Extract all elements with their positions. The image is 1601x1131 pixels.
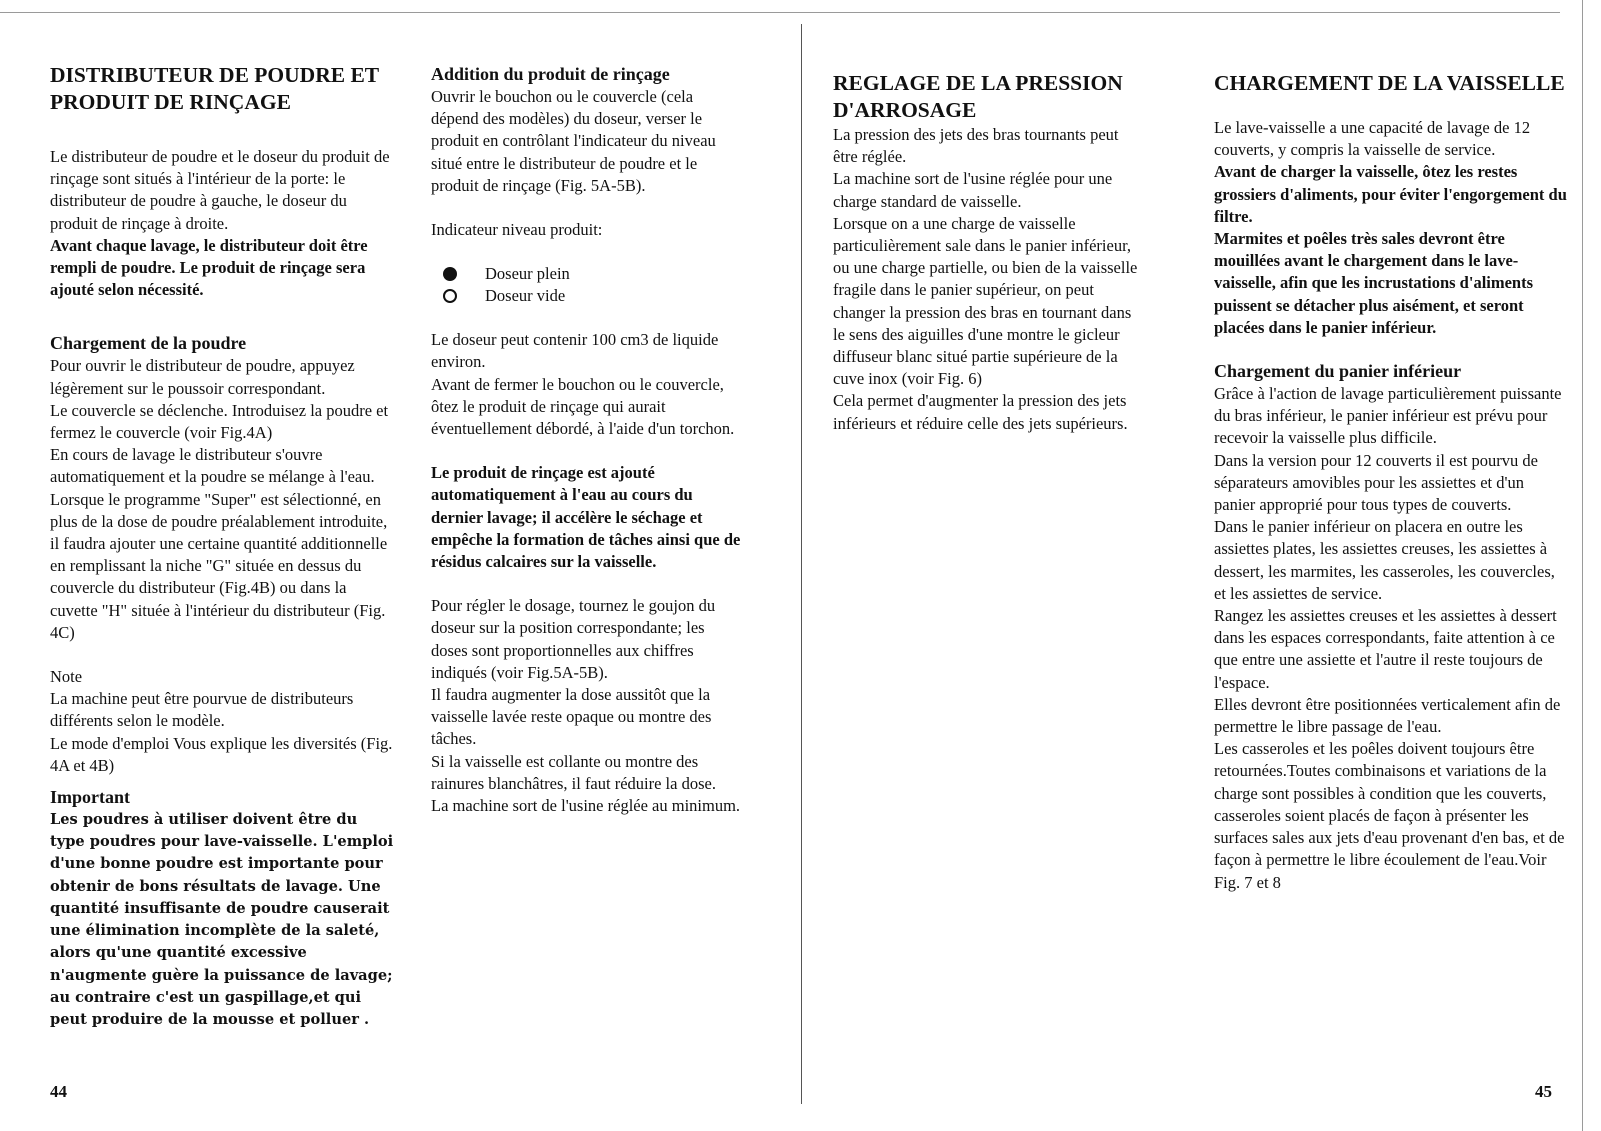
pressure-paragraph-4: Cela permet d'augmenter la pression des jets inférieurs et réduire celle des jets supérieurs. xyxy=(833,391,1128,433)
loading-dishes-bold-2: Marmites et poêles très sales devront être mouillées avant le chargement dans le lave-vaisselle, afin que les incrustations d'aliments puissent se détacher plus aisément, et seront placées dans le panier inférieur. xyxy=(1214,229,1534,337)
lower-basket-paragraph-3: Dans le panier inférieur on placera en outre les assiettes plates, les assiettes creuses, les assiettes à dessert, les marmites, les casseroles, les couvercles, et les assiettes de service. xyxy=(1214,517,1555,603)
indicator-label: Indicateur niveau produit: xyxy=(431,220,603,240)
page-number-left: 44 xyxy=(50,1082,67,1101)
column-spray-pressure xyxy=(833,70,1143,435)
loading-paragraph-3: En cours de lavage le distributeur s'ouvre automatiquement et la poudre se mélange à l'eau. Lorsque le programme "Super" est sélectionné, en plus de la dose de poudre préalablement introduite, il faudra ajouter une certaine quantité additionnelle en remplissant la niche "G" située en dessus du couvercle du distributeur (Fig.4B) ou dans la cuvette "H" située à l'intérieur du distributeur (Fig. 4C) xyxy=(50,445,388,642)
loading-dishes-bold-1: Avant de charger la vaisselle, ôtez les restes grossiers d'aliments, pour éviter l'engorgement du filtre. xyxy=(1214,162,1567,226)
indicator-empty-label: Doseur vide xyxy=(485,286,566,306)
pressure-paragraph-3: Lorsque on a une charge de vaisselle particulièrement sale dans le panier inférieur, ou une charge partielle, ou bien de la vaisselle fragile dans le panier supérieur, on peut changer la pression des bras en tournant dans le sens des aiguilles d'une montre le gicleur diffuseur blanc situé partie supérieure de la cuve inox (voir Fig. 6) xyxy=(833,213,1138,389)
lower-basket-paragraph-1: Grâce à l'action de lavage particulièrement puissante du bras inférieur, le panier inférieur est prévu pour recevoir la vaisselle plus difficile. xyxy=(1214,384,1562,448)
column-rinse-aid xyxy=(431,62,741,817)
filled-circle-icon xyxy=(443,267,457,281)
loading-paragraph-1: Pour ouvrir le distributeur de poudre, appuyez légèrement sur le poussoir correspondant. xyxy=(50,356,355,398)
lower-basket-paragraph-5: Elles devront être positionnées verticalement afin de permettre le libre passage de l'eau. xyxy=(1214,694,1561,737)
right-edge-line xyxy=(1582,0,1583,1131)
important-paragraph: Les poudres à utiliser doivent être du type poudres pour lave-vaisselle. L'emploi d'une bonne poudre est importante pour obtenir de bons résultats de lavage. Une quantité insuffisante de poudre causerait une élimination incomplète de la saleté, alors qu'une quantité excessive n'augmente guère la puissance de lavage; au contraire c'est un gaspillage,et qui peut produire de la mousse et polluer . xyxy=(50,811,394,1028)
rinse-paragraph-7: La machine sort de l'usine réglée au minimum. xyxy=(431,796,741,816)
section-title-powder-dispenser: DISTRIBUTEUR DE POUDRE ET PRODUIT DE RINÇAGE xyxy=(50,63,379,114)
indicator-empty-item xyxy=(431,285,741,307)
indicator-full-item xyxy=(431,263,741,285)
center-fold-line xyxy=(801,24,802,1104)
rinse-bold-paragraph: Le produit de rinçage est ajouté automatiquement à l'eau au cours du dernier lavage; il accélère le séchage et empêche la formation de tâches ainsi que de résidus calcaires sur la vaisselle. xyxy=(431,463,741,572)
section-title-spray-pressure: REGLAGE DE LA PRESSION D'ARROSAGE xyxy=(833,71,1123,122)
rinse-paragraph-5: Il faudra augmenter la dose aussitôt que la vaisselle lavée reste opaque ou montre des tâches. xyxy=(431,685,712,749)
indicator-legend xyxy=(431,263,741,307)
pressure-paragraph-1: La pression des jets des bras tournants peut être réglée. xyxy=(833,125,1119,167)
pressure-paragraph-2: La machine sort de l'usine réglée pour une charge standard de vaisselle. xyxy=(833,169,1113,211)
heading-powder-loading: Chargement de la poudre xyxy=(50,333,247,354)
note-paragraph-2: Le mode d'emploi Vous explique les diversités (Fig. 4A et 4B) xyxy=(50,733,393,775)
column-powder-dispenser xyxy=(50,62,395,1031)
note-paragraph-1: La machine peut être pourvue de distributeurs différents selon le modèle. xyxy=(50,689,354,731)
rinse-paragraph-2: Le doseur peut contenir 100 cm3 de liquide environ. xyxy=(431,330,719,372)
column-loading-dishes xyxy=(1214,70,1569,894)
loading-dishes-paragraph-1: Le lave-vaisselle a une capacité de lavage de 12 couverts, y compris la vaisselle de service. xyxy=(1214,118,1531,160)
top-rule xyxy=(0,12,1560,13)
rinse-paragraph-6: Si la vaisselle est collante ou montre des rainures blanchâtres, il faut réduire la dose. xyxy=(431,751,716,793)
loading-paragraph-2: Le couvercle se déclenche. Introduisez la poudre et fermez le couvercle (voir Fig.4A) xyxy=(50,400,389,443)
rinse-paragraph-3: Avant de fermer le bouchon ou le couvercle, ôtez le produit de rinçage qui aurait éventuellement débordé, à l'aide d'un torchon. xyxy=(431,374,735,439)
rinse-paragraph-1: Ouvrir le bouchon ou le couvercle (cela dépend des modèles) du doseur, verser le produit en contrôlant l'indicateur du niveau situé entre le distributeur de poudre et le produit de rinçage (Fig. 5A-5B). xyxy=(431,87,716,195)
lower-basket-paragraph-6: Les casseroles et les poêles doivent toujours être retournées.Toutes combinaisons et variations de la charge sont possibles à condition que les couverts, casseroles soient placés de façon à présenter les surfaces sales aux jets d'eau provenant d'en bas, et de façon à permettre le libre écoulement de l'eau.Voir Fig. 7 et 8 xyxy=(1214,739,1565,892)
heading-lower-basket: Chargement du panier inférieur xyxy=(1214,361,1462,382)
heading-note: Note xyxy=(50,667,83,687)
rinse-paragraph-4: Pour régler le dosage, tournez le goujon du doseur sur la position correspondante; les doses sont proportionnelles aux chiffres indiqués (voir Fig.5A-5B). xyxy=(431,596,716,682)
lower-basket-paragraph-2: Dans la version pour 12 couverts il est pourvu de séparateurs amovibles pour les assiettes et d'un panier approprié pour tous types de couverts. xyxy=(1214,450,1538,515)
section-title-loading-dishes: CHARGEMENT DE LA VAISSELLE xyxy=(1214,71,1565,95)
heading-important: Important xyxy=(50,787,130,808)
intro-bold-paragraph: Avant chaque lavage, le distributeur doit être rempli de poudre. Le produit de rinçage sera ajouté selon nécessité. xyxy=(50,235,368,300)
page-number-right: 45 xyxy=(1535,1082,1552,1101)
lower-basket-paragraph-4: Rangez les assiettes creuses et les assiettes à dessert dans les espaces correspondants, faite attention à ce que entre une assiette et l'autre il reste toujours de l'espace. xyxy=(1214,606,1557,692)
indicator-full-label: Doseur plein xyxy=(485,264,570,284)
heading-rinse-aid: Addition du produit de rinçage xyxy=(431,64,670,84)
empty-circle-icon xyxy=(443,289,457,303)
intro-paragraph: Le distributeur de poudre et le doseur du produit de rinçage sont situés à l'intérieur de la porte: le distributeur de poudre à gauche, le doseur du produit de rinçage à droite. xyxy=(50,147,390,233)
